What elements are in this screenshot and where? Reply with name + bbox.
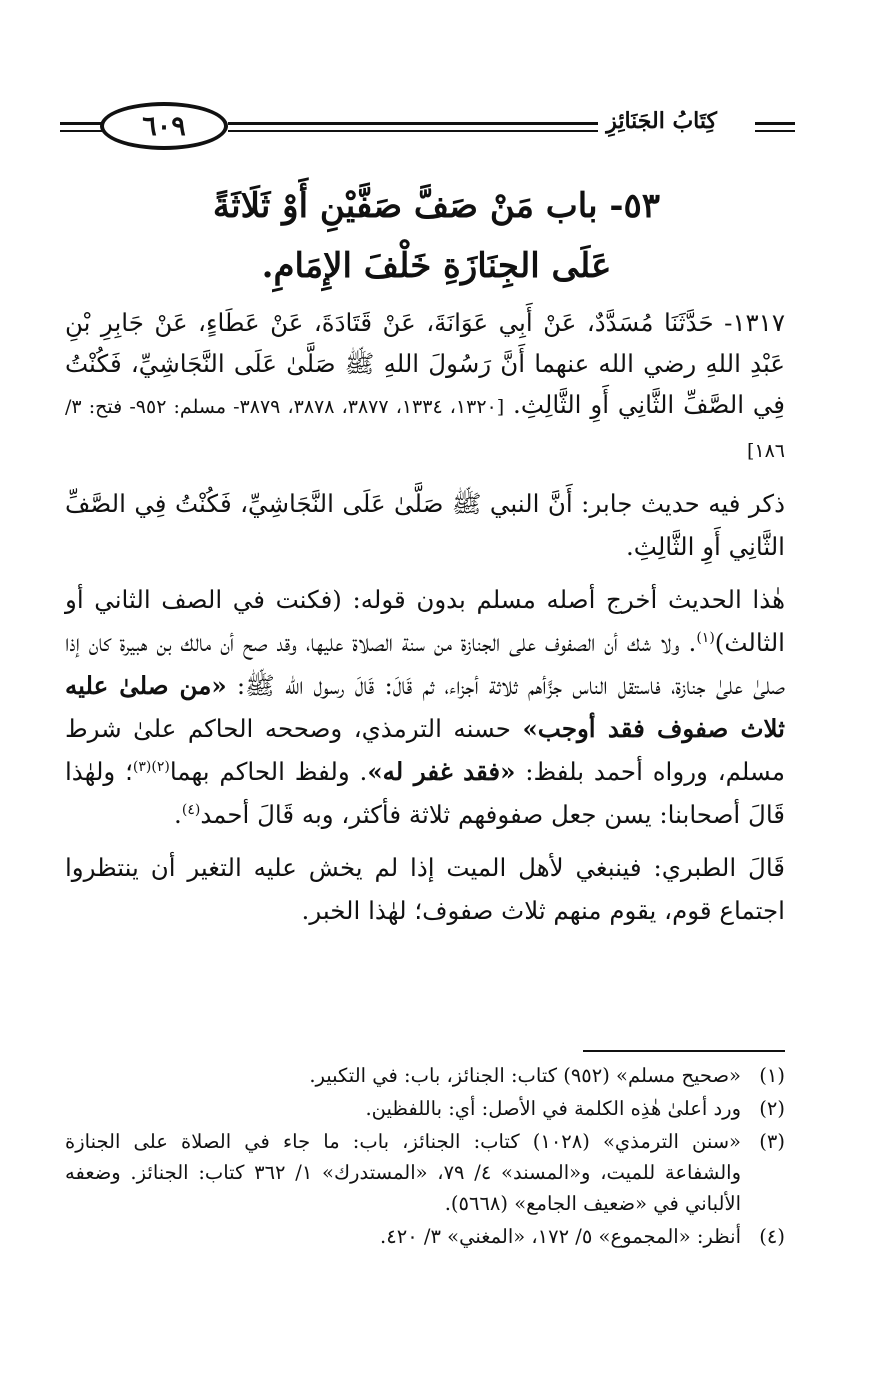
footnote-text: أنظر: «المجموع» ٥/ ١٧٢، «المغني» ٣/ ٤٢٠. — [380, 1225, 741, 1248]
footnote-2 — [65, 1093, 785, 1124]
running-header — [60, 96, 795, 166]
chapter-heading — [60, 176, 813, 296]
page-number: ٦٠٩ — [142, 110, 186, 142]
header-rule-middle-thin — [228, 130, 608, 132]
commentary-paragraph-1: ذكر فيه حديث جابر: أَنَّ النبي ﷺ صَلَّىٰ عَلَى النَّجَاشِيِّ، فَكُنْتُ فِي الصَّفِّ الثَّانِي أَوِ الثَّالِثِ. — [65, 489, 785, 561]
para2-text-e: ؛ ولهٰذا قَالَ أصحابنا: يسن جعل صفوفهم ثلاثة فأكثر، وبه قَالَ أحمد — [65, 757, 785, 829]
footnote-marker-2-3: (٢)(٣) — [132, 758, 170, 775]
book-title: كِتَابُ الجَنَائِزِ — [598, 108, 725, 134]
main-text — [65, 302, 785, 942]
para2-text-d: . ولفظ الحاكم بهما — [169, 757, 368, 786]
para2-text-f: . — [174, 800, 182, 829]
header-rule-right-thin — [755, 130, 795, 132]
header-rule-middle — [228, 122, 608, 125]
header-rule-right — [755, 122, 795, 125]
hadith-paragraph — [65, 302, 785, 472]
footnote-marker-4: (٤) — [181, 801, 201, 818]
para2-text-b: . ولا شك أن الصفوف على الجنازة من سنة الصلاة عليها، وقد صح أن مالك بن هبيرة كان إذا صلىٰ علىٰ جنازة، فاستقل الناس جزَّأهم ثلاثة أجزاء، ثم قَالَ: قَالَ رسول الله ﷺ: — [65, 628, 785, 700]
hadith-references: [١٣٢٠، ١٣٣٤، ٣٨٧٧، ٣٨٧٨، ٣٨٧٩- مسلم: ٩٥٢- فتح: ٣/ ١٨٦] — [65, 396, 785, 462]
footnote-number: (١) — [759, 1064, 785, 1087]
header-rule-left — [60, 122, 102, 125]
footnote-text: «صحيح مسلم» (٩٥٢) كتاب: الجنائز، باب: في التكبير. — [309, 1064, 741, 1087]
chapter-heading-line-2: عَلَى الجِنَازَةِ خَلْفَ الإِمَامِ. — [261, 246, 612, 286]
hadith-quote-2: «فقد غفر له» — [367, 757, 516, 786]
footnote-3 — [65, 1126, 785, 1219]
footnote-number: (٣) — [759, 1130, 785, 1153]
footnote-text: ورد أعلىٰ هٰذِه الكلمة في الأصل: أي: باللفظين. — [365, 1097, 741, 1120]
chapter-heading-line-1: ٥٣- باب مَنْ صَفَّ صَفَّيْنِ أَوْ ثَلَاثَةً — [212, 186, 661, 226]
commentary-paragraph-3: قَالَ الطبري: فينبغي لأهل الميت إذا لم يخش عليه التغير أن ينتظروا اجتماع قوم، يقوم منهم ثلاث صفوف؛ لهٰذا الخبر. — [65, 853, 785, 925]
page-number-oval — [100, 102, 228, 150]
footnote-separator — [583, 1050, 785, 1052]
hadith-text: ١٣١٧- حَدَّثَنَا مُسَدَّدٌ، عَنْ أَبِي عَوَانَةَ، عَنْ قَتَادَةَ، عَنْ عَطَاءٍ، عَنْ جَابِرِ بْنِ عَبْدِ اللهِ رضي الله عنهما أَنَّ رَسُولَ اللهِ ﷺ صَلَّىٰ عَلَى النَّجَاشِيِّ، فَكُنْتُ فِي الصَّفِّ الثَّانِي أَوِ الثَّالِثِ. — [65, 308, 786, 419]
header-rule-left-thin — [60, 130, 102, 132]
para2-text-c: حسنه الترمذي، وصححه الحاكم علىٰ شرط مسلم، ورواه أحمد بلفظ: — [65, 714, 785, 786]
commentary-paragraph-2 — [65, 578, 785, 836]
footnotes — [65, 1060, 785, 1254]
footnote-4 — [65, 1221, 785, 1252]
para2-text-a: هٰذا الحديث أخرج أصله مسلم بدون قوله: (فكنت في الصف الثاني أو الثالث) — [65, 585, 785, 657]
footnote-number: (٤) — [759, 1225, 785, 1248]
footnote-marker-1: (١) — [696, 629, 715, 646]
footnote-number: (٢) — [759, 1097, 785, 1120]
hadith-quote-1: «من صلىٰ عليه ثلاث صفوف فقد أوجب» — [65, 671, 785, 743]
footnote-text: «سنن الترمذي» (١٠٢٨) كتاب: الجنائز، باب: ما جاء في الصلاة على الجنازة والشفاعة للميت، و«المسند» ٤/ ٧٩، «المستدرك» ١/ ٣٦٢ كتاب: الجنائز. وضعفه الألباني في «ضعيف الجامع» (٥٦٦٨). — [65, 1130, 741, 1215]
footnote-1 — [65, 1060, 785, 1091]
